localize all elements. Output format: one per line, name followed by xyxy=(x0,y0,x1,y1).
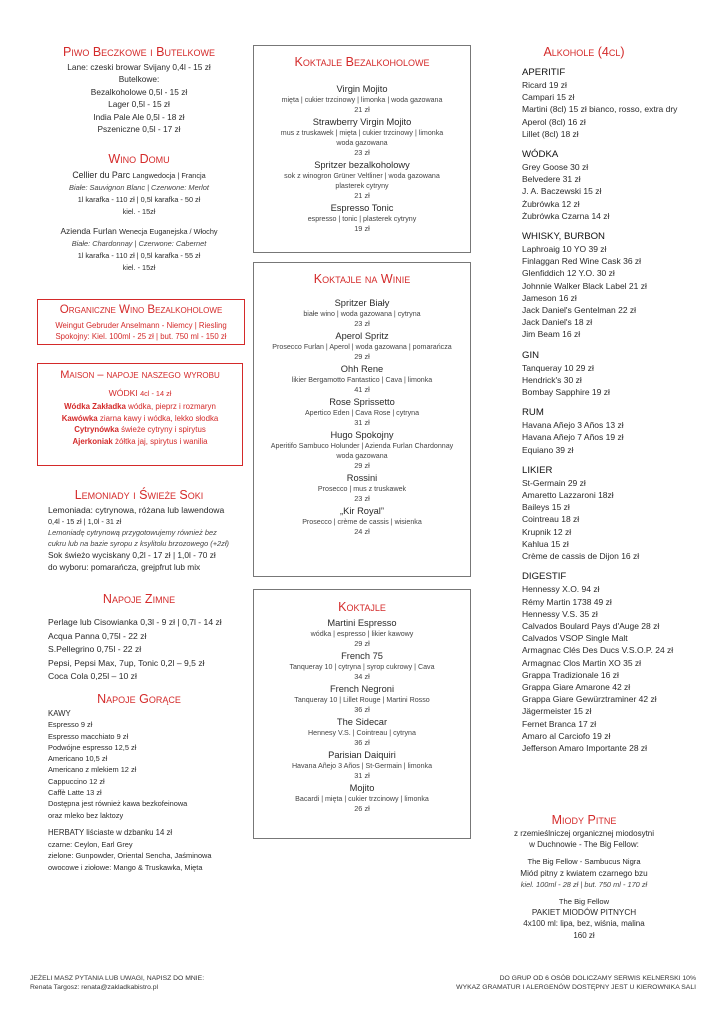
list-item: Americano 10,5 zł xyxy=(48,754,108,764)
cocktail-item xyxy=(253,117,471,158)
mead-line: 4x100 ml: lipa, bez, wiśnia, malina xyxy=(523,919,645,929)
list-item: Coca Cola 0,25l – 10 zł xyxy=(48,671,137,682)
list-item: Crème de cassis de Dijon 16 zł xyxy=(522,551,640,562)
cocktail-description: białe wino | woda gazowana | cytryna xyxy=(303,310,421,318)
cocktail-item xyxy=(253,364,471,395)
list-item: Calvados VSOP Single Malt xyxy=(522,633,628,644)
cocktail-item xyxy=(253,203,471,234)
wine-glass-price: kiel. - 15zł xyxy=(122,263,156,272)
list-item: Rémy Martin 1738 49 zł xyxy=(522,596,612,607)
cocktail-price: 21 zł xyxy=(354,105,370,114)
lemonade-note: Lemoniadę cytrynową przygotowujemy również bez xyxy=(48,528,217,537)
list-item: Equiano 39 zł xyxy=(522,444,574,455)
cocktail-name: Mojito xyxy=(349,783,375,793)
wine-prices: 1l karafka - 110 zł | 0,5l karafka - 55 zł xyxy=(77,251,201,260)
cocktail-price: 29 zł xyxy=(354,352,370,361)
cocktail-name: Aperol Spritz xyxy=(335,331,389,341)
list-item: Kawówka ziarna kawy i wódka, lekko słodka xyxy=(61,413,219,423)
tea-list xyxy=(48,827,212,873)
cocktail-description: Aperitifo Sambuco Holunder | Azienda Furlan Chardonnay woda gazowana xyxy=(270,442,454,460)
cocktails-title: Koktajle xyxy=(338,600,386,614)
house-wine-2 xyxy=(28,225,250,274)
list-item: Finlaggan Red Wine Cask 36 zł xyxy=(522,256,642,267)
spirits-section-heading: WÓDKA xyxy=(522,149,559,161)
maison-vodka-head xyxy=(38,388,242,399)
list-item: Caffè Latte 13 zł xyxy=(48,788,102,798)
beer-line: Lager 0,5l - 15 zł xyxy=(108,99,170,110)
tea-heading: HERBATY liściaste w dzbanku 14 zł xyxy=(48,828,173,837)
list-item: Glenfiddich 12 Y.O. 30 zł xyxy=(522,268,615,279)
wine-grapes: Białe: Sauvignon Blanc | Czerwone: Merlot xyxy=(69,183,209,192)
juice-line: Sok świeżo wyciskany 0,2l - 17 zł | 1,0l - 70 zł xyxy=(48,550,216,560)
cocktail-name: Rose Sprissetto xyxy=(329,397,395,407)
list-item: Belvedere 31 zł xyxy=(522,174,581,185)
cocktail-description: Prosecco | mus z truskawek xyxy=(317,485,407,493)
wine-name: Cellier du Parc xyxy=(72,170,131,180)
cocktail-name: Espresso Tonic xyxy=(330,203,394,213)
list-item: Żubrówka 12 zł xyxy=(522,198,580,209)
list-item: Espresso 9 zł xyxy=(48,720,93,730)
list-item: Ajerkoniak żółtka jaj, spirytus i wanilia xyxy=(72,436,208,446)
cocktail-item xyxy=(253,84,471,115)
spirits-section-heading: RUM xyxy=(522,407,544,419)
list-item: Cytrynówka świeże cytryny i spirytus xyxy=(74,425,206,435)
wine-origin: Wenecja Euganejska / Włochy xyxy=(119,227,218,236)
beer-line: Butelkowe: xyxy=(118,74,160,85)
mead-line: z rzemieślniczej organicznej miodosytni xyxy=(513,829,655,838)
spirits-section-heading: LIKIER xyxy=(522,464,553,476)
cocktail-item xyxy=(253,298,471,329)
list-item: Amaro al Carciofo 19 zł xyxy=(522,730,611,741)
beer-line: India Pale Ale 0,5l - 18 zł xyxy=(93,111,185,122)
cocktail-description: espresso | tonic | plasterek cytryny xyxy=(307,215,417,223)
list-item: Laphroaig 10 YO 39 zł xyxy=(522,244,607,255)
cocktail-description: likier Bergamotto Fantastico | Cava | limonka xyxy=(291,376,433,384)
hot-drinks-title: Napoje Gorące xyxy=(97,692,181,706)
cocktail-name: The Sidecar xyxy=(336,717,388,727)
cocktail-price: 34 zł xyxy=(354,672,370,681)
list-item: Lillet (8cl) 18 zł xyxy=(522,128,579,139)
footer-contact: Renata Targosz: renata@zakladkabistro.pl xyxy=(30,984,159,991)
wine-grapes: Białe: Chardonnay | Czerwone: Cabernet xyxy=(71,239,207,248)
cocktail-price: 29 zł xyxy=(354,461,370,470)
mead-title: Miody Pitne xyxy=(551,813,617,827)
juice-choice: do wyboru: pomarańcza, grejpfrut lub mix xyxy=(48,562,201,572)
beer-line: Pszeniczne 0,5l - 17 zł xyxy=(97,124,181,135)
wine-glass-price: kiel. - 15zł xyxy=(122,207,156,216)
organic-wine-title: Organiczne Wino Bezalkoholowe xyxy=(59,303,223,316)
list-item: Jameson 16 zł xyxy=(522,292,577,303)
cocktail-item xyxy=(253,331,471,362)
cocktail-price: 36 zł xyxy=(354,738,370,747)
list-item: Bombay Sapphire 19 zł xyxy=(522,387,610,398)
cocktail-name: Ohh Rene xyxy=(340,364,384,374)
cocktail-item xyxy=(253,506,471,537)
cold-drinks-title: Napoje Zimne xyxy=(102,592,176,606)
cocktail-name: Martini Espresso xyxy=(327,618,397,628)
list-item: Havana Añejo 7 Años 19 zł xyxy=(522,432,624,443)
list-item: Aperol (8cl) 16 zł xyxy=(522,116,586,127)
list-item: St-Germain 29 zł xyxy=(522,477,586,488)
cocktail-name: Rossini xyxy=(346,473,378,483)
cocktail-price: 31 zł xyxy=(354,418,370,427)
cocktail-description: Bacardi | mięta | cukier trzcinowy | limonka xyxy=(295,795,429,803)
cocktail-price: 26 zł xyxy=(354,804,370,813)
cocktail-name: Spritzer Biały xyxy=(334,298,390,308)
list-item: Americano z mlekiem 12 zł xyxy=(48,765,137,775)
spirits-section-heading: GIN xyxy=(522,349,540,361)
cocktail-price: 23 zł xyxy=(354,494,370,503)
cocktail-name: French 75 xyxy=(341,651,383,661)
cocktail-price: 31 zł xyxy=(354,771,370,780)
cocktail-description: Hennesy V.S. | Cointreau | cytryna xyxy=(308,729,416,737)
list-item: Perlage lub Cisowianka 0,3l - 9 zł | 0,7l - 14 zł xyxy=(48,617,222,627)
cocktail-price: 23 zł xyxy=(354,319,370,328)
cocktail-description: wódka | espresso | likier kawowy xyxy=(310,630,414,638)
list-item: Jack Daniel's Gentelman 22 zł xyxy=(522,305,637,316)
list-item: zielone: Gunpowder, Oriental Sencha, Jaśminowa xyxy=(48,851,212,861)
wine-cocktails-title: Koktajle na Winie xyxy=(313,272,411,286)
mead-price: 160 zł xyxy=(573,930,595,940)
beer-title: Piwo Beczkowe i Butelkowe xyxy=(63,45,215,59)
cocktail-name: Hugo Spokojny xyxy=(330,430,394,440)
spirits-section-heading: WHISKY, BURBON xyxy=(522,231,605,243)
list-item: czarne: Ceylon, Earl Grey xyxy=(48,839,133,849)
mead-line: The Big Fellow - Sambucus Nigra xyxy=(527,857,641,867)
mead-block xyxy=(484,828,684,941)
mead-line: w Duchnowie - The Big Fellow: xyxy=(529,840,639,850)
mocktails-list xyxy=(253,84,471,236)
lemonade-block xyxy=(48,504,229,573)
spirits-section-heading: APERITIF xyxy=(522,67,566,78)
cocktail-item xyxy=(253,651,471,682)
cocktail-item xyxy=(253,397,471,428)
spirits-list xyxy=(522,66,677,754)
list-item: owocowe i ziołowe: Mango & Truskawka, Mięta xyxy=(48,862,203,872)
cocktail-description: mięta | cukier trzcinowy | limonka | woda gazowana xyxy=(281,96,443,104)
list-item: Wódka Zakładka wódka, pieprz i rozmaryn xyxy=(64,402,216,411)
cocktail-price: 19 zł xyxy=(354,224,370,233)
cocktail-name: Strawberry Virgin Mojito xyxy=(312,117,412,127)
spirits-title: Alkohole (4cl) xyxy=(543,45,625,59)
footer-line: WYKAZ GRAMATUR I ALERGENÓW DOSTĘPNY JEST U KIEROWNIKA SALI xyxy=(456,984,696,991)
list-item: Ricard 19 zł xyxy=(522,80,567,90)
list-item: Jefferson Amaro Importante 28 zł xyxy=(522,742,648,753)
organic-wine-line: Weingut Gebruder Anselmann - Niemcy | Riesling xyxy=(55,321,227,330)
mead-line: The Big Fellow xyxy=(558,897,610,907)
list-item: S.Pellegrino 0,75l - 22 zł xyxy=(48,644,142,655)
list-item: Hennessy V.S. 35 zł xyxy=(522,608,598,619)
note: oraz mleko bez laktozy xyxy=(48,810,124,820)
cocktail-name: Parisian Daiquiri xyxy=(328,750,396,760)
cold-drinks-list xyxy=(48,616,222,684)
list-item: Grappa Giare Gewürztraminer 42 zł xyxy=(522,694,657,705)
list-item: Pepsi, Pepsi Max, 7up, Tonic 0,2l – 9,5 zł xyxy=(48,657,205,668)
coffee-list xyxy=(48,708,187,821)
list-item: Jack Daniel's 18 zł xyxy=(522,317,593,328)
list-item: Jägermeister 15 zł xyxy=(522,706,592,717)
list-item: Cappuccino 12 zł xyxy=(48,776,105,786)
list-item: Havana Añejo 3 Años 13 zł xyxy=(522,420,624,431)
beer-line: Bezalkoholowe 0,5l - 15 zł xyxy=(90,86,188,97)
wine-cocktails-list xyxy=(253,298,471,539)
maison-box xyxy=(37,363,243,466)
cocktail-description: Tanqueray 10 | Lillet Rouge | Martini Rosso xyxy=(294,696,430,704)
list-item: Podwójne espresso 12,5 zł xyxy=(48,742,137,752)
list-item: Martini (8cl) 15 zł bianco, rosso, extra dry xyxy=(522,104,678,115)
mead-line: PAKIET MIODÓW PITNYCH xyxy=(531,908,637,918)
cocktails-list xyxy=(253,618,471,816)
cocktail-name: „Kir Royal” xyxy=(340,506,384,516)
list-item: Baileys 15 zł xyxy=(522,502,570,513)
list-item: Calvados Boulard Pays d'Auge 28 zł xyxy=(522,620,660,631)
list-item: Grappa Giare Amarone 42 zł xyxy=(522,681,631,692)
cocktail-item xyxy=(253,783,471,814)
list-item: Armagnac Clos Martin XO 35 zł xyxy=(522,657,642,668)
cocktail-name: Spritzer bezalkoholowy xyxy=(314,160,410,170)
wine-origin: Langwedocja | Francja xyxy=(132,171,206,180)
list-item: J. A. Baczewski 15 zł xyxy=(522,186,602,197)
list-item: Kahlua 15 zł xyxy=(522,538,569,549)
cocktail-item xyxy=(253,160,471,201)
maison-title: Maison – napoje naszego wyrobu xyxy=(60,369,220,381)
list-item: Cointreau 18 zł xyxy=(522,514,580,525)
wine-name: Azienda Furlan xyxy=(60,226,117,236)
cocktail-item xyxy=(253,473,471,504)
list-item: Fernet Branca 17 zł xyxy=(522,718,597,729)
list-item: Amaretto Lazzaroni 18zł xyxy=(522,490,614,501)
list-item: Acqua Panna 0,75l - 22 zł xyxy=(48,630,147,641)
mead-line: Miód pitny z kwiatem czarnego bzu xyxy=(520,868,648,878)
spirits-section-heading: DIGESTIF xyxy=(522,571,567,583)
cocktail-item xyxy=(253,684,471,715)
lemonade-title: Lemoniady i Świeże Soki xyxy=(74,488,204,502)
list-item: Hennessy X.O. 94 zł xyxy=(522,584,600,595)
list-item: Jim Beam 16 zł xyxy=(522,329,581,340)
lemonade-prices: 0,4l - 15 zł | 1,0l - 31 zł xyxy=(48,517,122,526)
organic-wine-box xyxy=(37,299,245,345)
maison-list xyxy=(38,401,242,447)
wine-prices: 1l karafka - 110 zł | 0,5l karafka - 50 zł xyxy=(77,195,201,204)
footer-line: DO GRUP OD 6 OSÓB DOLICZAMY SERWIS KELNERSKI 10% xyxy=(499,975,696,982)
list-item: Grappa Tradizionale 16 zł xyxy=(522,669,619,680)
cocktail-price: 24 zł xyxy=(354,527,370,536)
list-item: Armagnac Clés Des Ducs V.S.O.P. 24 zł xyxy=(522,645,674,656)
vodka-size: 4cl - 14 zł xyxy=(140,389,172,398)
cocktail-description: mus z truskawek | mięta | cukier trzcinowy | limonka woda gazowana xyxy=(280,129,444,147)
note: Dostępna jest również kawa bezkofeinowa xyxy=(48,799,188,809)
cocktail-price: 21 zł xyxy=(354,191,370,200)
list-item: Hendrick's 30 zł xyxy=(522,374,582,385)
footer-right xyxy=(456,974,696,992)
cocktail-item xyxy=(253,717,471,748)
list-item: Campari 15 zł xyxy=(522,92,575,103)
cocktail-price: 36 zł xyxy=(354,705,370,714)
house-wine-1 xyxy=(28,169,250,218)
lemonade-note: cukru lub na bazie syropu z ksylitolu brzozowego (+2zł) xyxy=(48,538,229,548)
cocktail-description: Havana Añejo 3 Años | St-Germain | limonka xyxy=(291,762,433,770)
list-item: Johnnie Walker Black Label 21 zł xyxy=(522,280,647,291)
cocktail-name: Virgin Mojito xyxy=(336,84,388,94)
list-item: Grey Goose 30 zł xyxy=(522,162,589,173)
list-item: Żubrówka Czarna 14 zł xyxy=(522,210,610,221)
mead-prices: kiel. 100ml - 28 zł | but. 750 ml - 170 zł xyxy=(520,879,648,889)
cocktail-price: 41 zł xyxy=(354,385,370,394)
footer-left xyxy=(30,974,204,992)
cocktail-price: 29 zł xyxy=(354,639,370,648)
cocktail-description: Tanqueray 10 | cytryna | syrop cukrowy | Cava xyxy=(289,663,435,671)
coffee-heading: KAWY xyxy=(48,709,71,718)
organic-wine-prices: Spokojny: Kiel. 100ml - 25 zł | but. 750 ml - 150 zł xyxy=(55,332,227,341)
vodka-heading: WÓDKI xyxy=(108,388,138,398)
beer-line: Lane: czeski browar Svijany 0,4l - 15 zł xyxy=(67,62,211,72)
cocktail-item xyxy=(253,618,471,649)
list-item: Tanqueray 10 29 zł xyxy=(522,362,594,373)
lemonade-line: Lemoniada: cytrynowa, różana lub lawendowa xyxy=(48,505,225,515)
list-item: Krupnik 12 zł xyxy=(522,526,572,537)
house-wine-title: Wino Domu xyxy=(108,152,170,166)
cocktail-description: Prosecco | crème de cassis | wisienka xyxy=(302,518,422,526)
cocktail-price: 23 zł xyxy=(354,148,370,157)
list-item: Espresso macchiato 9 zł xyxy=(48,731,129,741)
mocktails-title: Koktajle Bezalkoholowe xyxy=(294,55,430,69)
cocktail-description: Apertico Eden | Cava Rose | cytryna xyxy=(304,409,420,417)
cocktail-name: French Negroni xyxy=(329,684,395,694)
cocktail-description: sok z winogron Grüner Veltliner | woda gazowana plasterek cytryny xyxy=(284,172,440,190)
cocktail-item xyxy=(253,430,471,471)
footer-line: JEŻELI MASZ PYTANIA LUB UWAGI, NAPISZ DO MNIE: xyxy=(30,975,205,982)
beer-list xyxy=(28,61,250,135)
cocktail-item xyxy=(253,750,471,781)
cocktail-description: Prosecco Furlan | Aperol | woda gazowana | pomarańcza xyxy=(272,343,452,351)
